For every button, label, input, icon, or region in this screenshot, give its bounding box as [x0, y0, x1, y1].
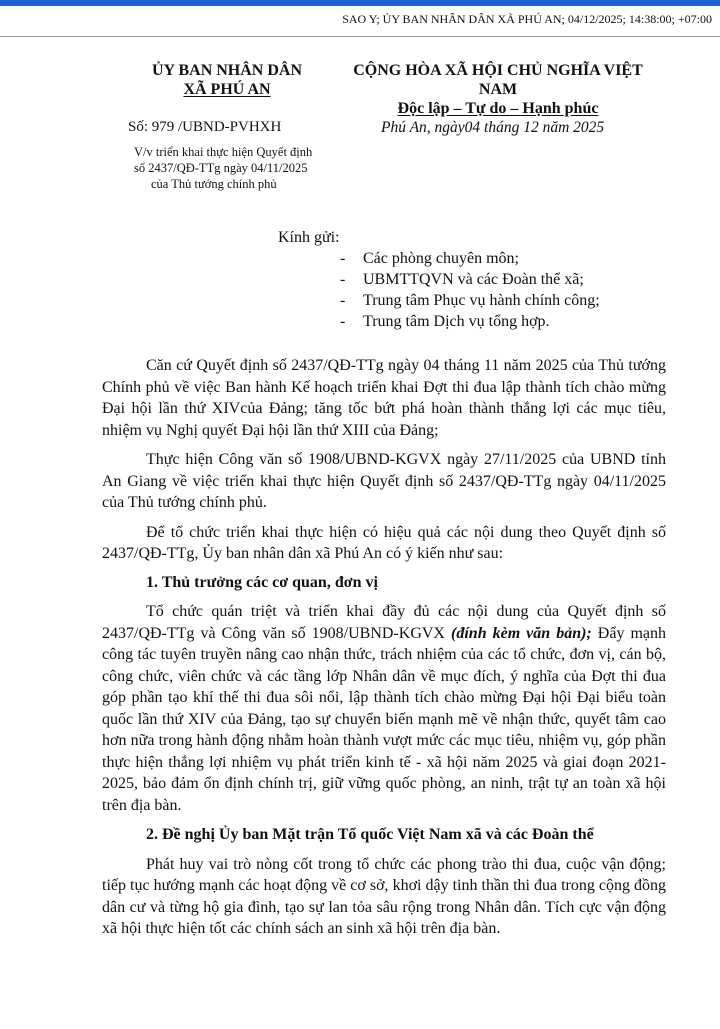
- republic-title: CỘNG HÒA XÃ HỘI CHỦ NGHĨA VIỆT NAM: [353, 62, 643, 98]
- paragraph-legal-basis: Căn cứ Quyết định số 2437/QĐ-TTg ngày 04 tháng 11 năm 2025 của Thủ tướng Chính phủ về việc Ban hành Kế hoạch triển khai Đợt thi đua lập thành tích chào mừng Đại hội lần thứ XIVcủa Đảng; tăng tốc bứt phá hoàn thành thắng lợi các mục tiêu, nhiệm vụ Nghị quyết Đại hội lần thứ XIII của Đảng;: [102, 357, 666, 439]
- section-1-paragraph: Tổ chức quán triệt và triển khai đầy đủ các nội dung của Quyết định số 2437/QĐ-TTg và Công văn số 1908/UBND-KGVX (đính kèm văn bản); Đẩy mạnh công tác tuyên truyền nâng cao nhận thức, trách nhiệm của các tổ chức, đơn vị, cán bộ, công chức, viên chức và các tầng lớp Nhân dân về mục đích, ý nghĩa của Đợt thi đua góp phần tạo khí thế thi đua sôi nổi, lập thành tích chào mừng Đại hội Đại biểu toàn quốc lần thứ XIV của Đảng, tạo sự chuyển biến mạnh mẽ về nhận thức, quyết tâm cao hơn nữa trong hành động nhằm hoàn thành vượt mức các mục tiêu, nhiệm vụ, góp phần thực hiện thắng lợi nhiệm vụ phát triển kinh tế - xã hội năm 2025 và giai đoạn 2021-2025, bảo đảm ổn định chính trị, giữ vững quốc phòng, an ninh, trật tự an toàn xã hội trên địa bàn.: [102, 603, 667, 814]
- agency-line-2: XÃ PHÚ AN: [183, 81, 271, 98]
- document-subject: [134, 144, 354, 192]
- recipients-label: Kính gửi:: [278, 229, 340, 246]
- issuing-agency: [112, 61, 342, 99]
- section-2-heading: 2. Đề nghị Ủy ban Mặt trận Tổ quốc Việt Nam xã và các Đoàn thể: [146, 826, 594, 843]
- recipient-item: - Trung tâm Phục vụ hành chính công;: [340, 292, 600, 309]
- subject-line: của Thủ tướng chính phủ: [151, 177, 277, 191]
- document-body: [102, 355, 666, 948]
- agency-line-1: ỦY BAN NHÂN DÂN: [151, 62, 303, 79]
- document-number: Số: 979 /UBND-PVHXH: [128, 119, 282, 135]
- attachment-note: (đính kèm văn bản);: [451, 624, 592, 642]
- stamp-divider: [0, 36, 720, 37]
- place-and-date: Phú An, ngày04 tháng 12 năm 2025: [381, 119, 605, 136]
- paragraph-implementation: Thực hiện Công văn số 1908/UBND-KGVX ngày 27/11/2025 của UBND tỉnh An Giang về việc triển khai thực hiện Quyết định số 2437/QĐ-TTg ngày 04/11/2025 của Thủ tướng chính phủ.: [102, 451, 666, 511]
- recipient-item: - Trung tâm Dịch vụ tổng hợp.: [340, 313, 550, 330]
- recipients-list: [340, 248, 600, 332]
- national-motto: Độc lập – Tự do – Hạnh phúc: [397, 100, 599, 117]
- section-1-heading: 1. Thủ trưởng các cơ quan, đơn vị: [146, 573, 378, 591]
- subject-line: V/v triển khai thực hiện Quyết định: [134, 145, 313, 159]
- recipient-item: - UBMTTQVN và các Đoàn thể xã;: [340, 271, 584, 288]
- national-header: [348, 61, 648, 118]
- recipient-item: - Các phòng chuyên môn;: [340, 250, 519, 267]
- subject-line: số 2437/QĐ-TTg ngày 04/11/2025: [134, 161, 308, 175]
- top-accent-bar: [0, 0, 720, 6]
- digital-signature-stamp: SAO Y; ỦY BAN NHÂN DÂN XÃ PHÚ AN; 04/12/2025; 14:38:00; +07:00: [342, 12, 712, 26]
- paragraph-opinion: Để tổ chức triển khai thực hiện có hiệu quả các nội dung theo Quyết định số 2437/QĐ-TTg, Ủy ban nhân dân xã Phú An có ý kiến như sau:: [102, 523, 666, 562]
- section-2-paragraph: Phát huy vai trò nòng cốt trong tổ chức các phong trào thi đua, cuộc vận động; tiếp tục hướng mạnh các hoạt động về cơ sở, khơi dậy tinh thần thi đua trong cộng đồng dân cư và từng hộ gia đình, tạo sự lan tỏa sâu rộng trong Nhân dân. Tích cực vận động xã hội thực hiện tốt các chính sách an sinh xã hội trên địa bàn.: [102, 855, 666, 937]
